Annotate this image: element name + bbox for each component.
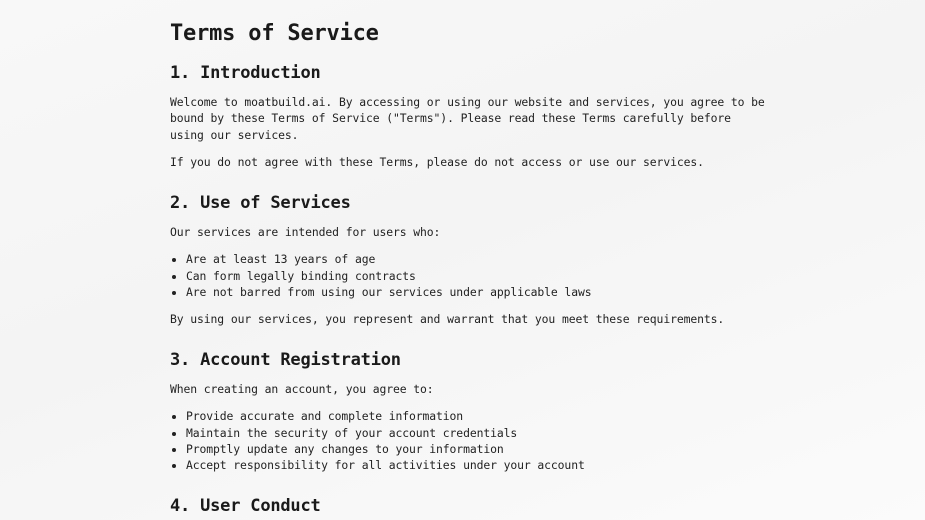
- paragraph: By using our services, you represent and warrant that you meet these requirements.: [170, 312, 725, 327]
- paragraph: Our services are intended for users who:: [170, 225, 441, 239]
- section-account-registration: [170, 349, 770, 473]
- list-item: • Accept responsibility for all activities under your account: [186, 457, 770, 473]
- list-item: • Are not barred from using our services under applicable laws: [186, 284, 770, 300]
- list-item: • Can form legally binding contracts: [186, 268, 770, 284]
- section-heading: 1. Introduction: [170, 63, 321, 83]
- paragraph: If you do not agree with these Terms, please do not access or use our services.: [170, 154, 704, 169]
- section-introduction: [170, 62, 770, 170]
- paragraph: When creating an account, you agree to:: [170, 382, 434, 396]
- list-item: • Provide accurate and complete information: [186, 408, 770, 424]
- section-heading: 3. Account Registration: [170, 350, 401, 370]
- section-heading: 4. User Conduct: [170, 496, 321, 516]
- page-title: Terms of Service: [170, 21, 379, 46]
- list-item: • Are at least 13 years of age: [186, 251, 770, 267]
- section-heading: 2. Use of Services: [170, 193, 351, 213]
- list-item: • Promptly update any changes to your information: [186, 441, 770, 457]
- section-user-conduct: [170, 495, 770, 517]
- requirements-list: [170, 251, 770, 300]
- section-use-of-services: [170, 192, 770, 327]
- paragraph: Welcome to moatbuild.ai. By accessing or using our website and services, you agree to be bound by these Terms of Service ("Terms"). Please read these Terms carefully before using our services.: [170, 95, 765, 142]
- list-item: • Maintain the security of your account credentials: [186, 425, 770, 441]
- agreement-list: [170, 408, 770, 473]
